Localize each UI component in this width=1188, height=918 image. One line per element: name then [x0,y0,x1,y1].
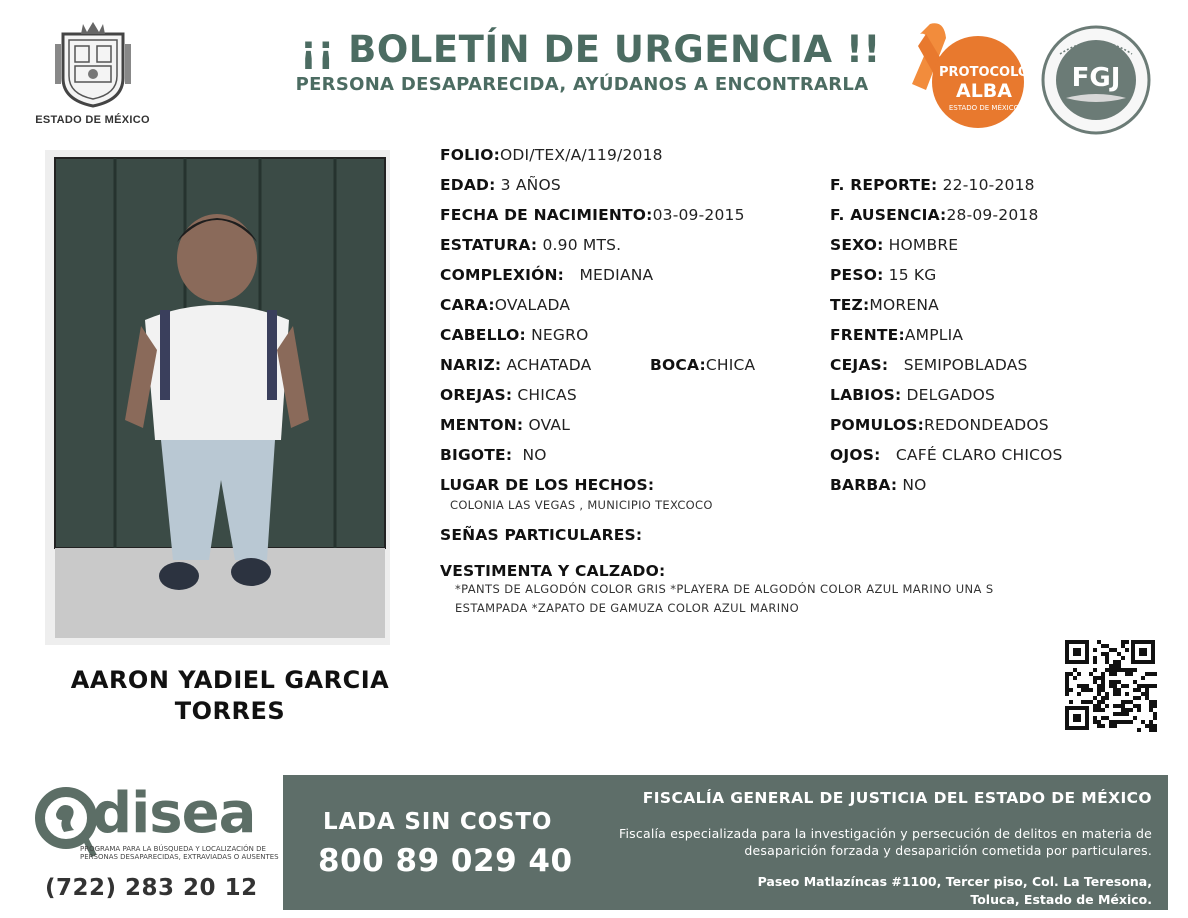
vestimenta-value: *PANTS DE ALGODÓN COLOR GRIS *PLAYERA DE ALGODÓN COLOR AZUL MARINO UNA S ESTAMPADA *ZAPATO DE GAMUZA COLOR AZUL MARINO [455,582,994,615]
field-barba [830,476,927,494]
bulletin-subtitle: PERSONA DESAPARECIDA, AYÚDANOS A ENCONTRARLA [295,74,869,95]
field-value: CAFÉ CLARO CHICOS [895,446,1063,464]
field-tez [830,296,939,314]
svg-text:PROTOCOLO: PROTOCOLO [939,65,1029,80]
field-ojos [830,446,1063,464]
field-nariz [440,356,591,374]
field-label: BOCA: [650,356,706,374]
coat-of-arms-icon [53,20,133,108]
field-value: 28-09-2018 [946,206,1039,224]
fgj-address [592,873,1152,909]
field-value: AMPLIA [904,326,964,344]
field-value: 22-10-2018 [942,176,1035,194]
field-label: FOLIO: [440,146,500,164]
bulletin-title: ¡¡ BOLETÍN DE URGENCIA !! [300,28,881,71]
field-value: NO [522,446,547,464]
field-label: POMULOS: [830,416,925,434]
field-label: BARBA: [830,476,898,494]
odisea-brand: disea [92,781,256,846]
field-value: CHICA [705,356,756,374]
field-label: CEJAS: [830,356,889,374]
field-value: NEGRO [531,326,589,344]
field-peso [830,266,936,284]
field-value: 0.90 MTS. [542,236,622,254]
field-value: ACHATADA [506,356,592,374]
name-line-2: TORRES [174,697,286,725]
field-pomulos [830,416,1049,434]
estado-de-mexico-logo [30,20,155,126]
protocolo-alba-logo [900,20,1030,132]
svg-text:FGJ: FGJ [1071,63,1121,93]
state-logo-caption: ESTADO DE MÉXICO [35,114,150,126]
field-value: DELGADOS [906,386,996,404]
field-lugar-hechos [440,476,654,494]
field-label: LABIOS: [830,386,902,404]
lada-number[interactable]: 800 89 029 40 [318,843,573,879]
field-label: EDAD: [440,176,496,194]
field-sexo [830,236,958,254]
field-label: F. AUSENCIA: [830,206,947,224]
field-value: ODI/TEX/A/119/2018 [499,146,663,164]
field-senas-particulares [440,526,642,544]
field-value: SEMIPOBLADAS [903,356,1028,374]
fgj-description: Fiscalía especializada para la investigación y persecución de delitos en materia de desaparición forzada y desaparición cometida por particulares. [619,826,1152,858]
odisea-logo [30,780,280,910]
field-label: SEÑAS PARTICULARES: [440,526,643,544]
odisea-phone[interactable]: (722) 283 20 12 [45,875,258,901]
field-frente [830,326,963,344]
field-value: 03-09-2015 [652,206,745,224]
field-edad [440,176,561,194]
field-label: MENTON: [440,416,524,434]
field-label: FECHA DE NACIMIENTO: [440,206,653,224]
fgj-title: FISCALÍA GENERAL DE JUSTICIA DEL ESTADO DE MÉXICO [642,789,1152,807]
field-folio [440,146,663,164]
field-value: HOMBRE [888,236,959,254]
field-value: OVAL [528,416,571,434]
field-cabello [440,326,588,344]
field-value: 15 KG [888,266,937,284]
field-label: BIGOTE: [440,446,513,464]
field-label: FRENTE: [830,326,905,344]
svg-text:ESTADO DE MÉXICO: ESTADO DE MÉXICO [948,104,1020,112]
odisea-program-text: PROGRAMA PARA LA BÚSQUEDA Y LOCALIZACIÓN DE PERSONAS DESAPARECIDAS, EXTRAVIADAS O AUSENTES [80,845,279,861]
field-label: LUGAR DE LOS HECHOS: [440,476,655,494]
field-value: NO [902,476,927,494]
field-value: REDONDEADOS [924,416,1049,434]
missing-person-photo [45,150,390,645]
field-label: PESO: [830,266,884,284]
field-estatura [440,236,621,254]
svg-text:ALBA: ALBA [956,80,1012,102]
field-label: TEZ: [830,296,870,314]
field-boca [650,356,755,374]
lada-label: LADA SIN COSTO [323,809,553,835]
field-labios [830,386,995,404]
field-label: CABELLO: [440,326,526,344]
address-line-1: Paseo Matlazíncas #1100, Tercer piso, Col. La Teresona, [757,874,1152,889]
field-value: MEDIANA [579,266,654,284]
footer-band [283,775,1168,910]
field-complexion [440,266,653,284]
field-vestimenta [440,562,665,580]
field-value: MORENA [869,296,939,314]
field-label: F. REPORTE: [830,176,938,194]
field-cara [440,296,570,314]
address-line-2: Toluca, Estado de México. [970,892,1152,907]
field-label: OREJAS: [440,386,513,404]
field-f-ausencia [830,206,1039,224]
field-orejas [440,386,577,404]
field-label: SEXO: [830,236,884,254]
field-label: COMPLEXIÓN: [440,266,565,284]
field-label: CARA: [440,296,495,314]
fgj-logo [1040,24,1152,136]
field-cejas [830,356,1028,374]
field-value: CHICAS [517,386,577,404]
missing-person-name [40,665,420,727]
field-f-reporte [830,176,1035,194]
name-line-1: AARON YADIEL GARCIA [70,666,390,694]
field-menton [440,416,570,434]
qr-code[interactable] [1063,638,1157,732]
field-label: VESTIMENTA Y CALZADO: [440,562,666,580]
field-label: NARIZ: [440,356,502,374]
field-label: OJOS: [830,446,881,464]
lugar-hechos-value: COLONIA LAS VEGAS , MUNICIPIO TEXCOCO [450,498,713,512]
field-value: OVALADA [494,296,571,314]
field-value: 3 AÑOS [500,176,561,194]
field-fecha-nacimiento [440,206,745,224]
field-bigote [440,446,547,464]
field-label: ESTATURA: [440,236,538,254]
